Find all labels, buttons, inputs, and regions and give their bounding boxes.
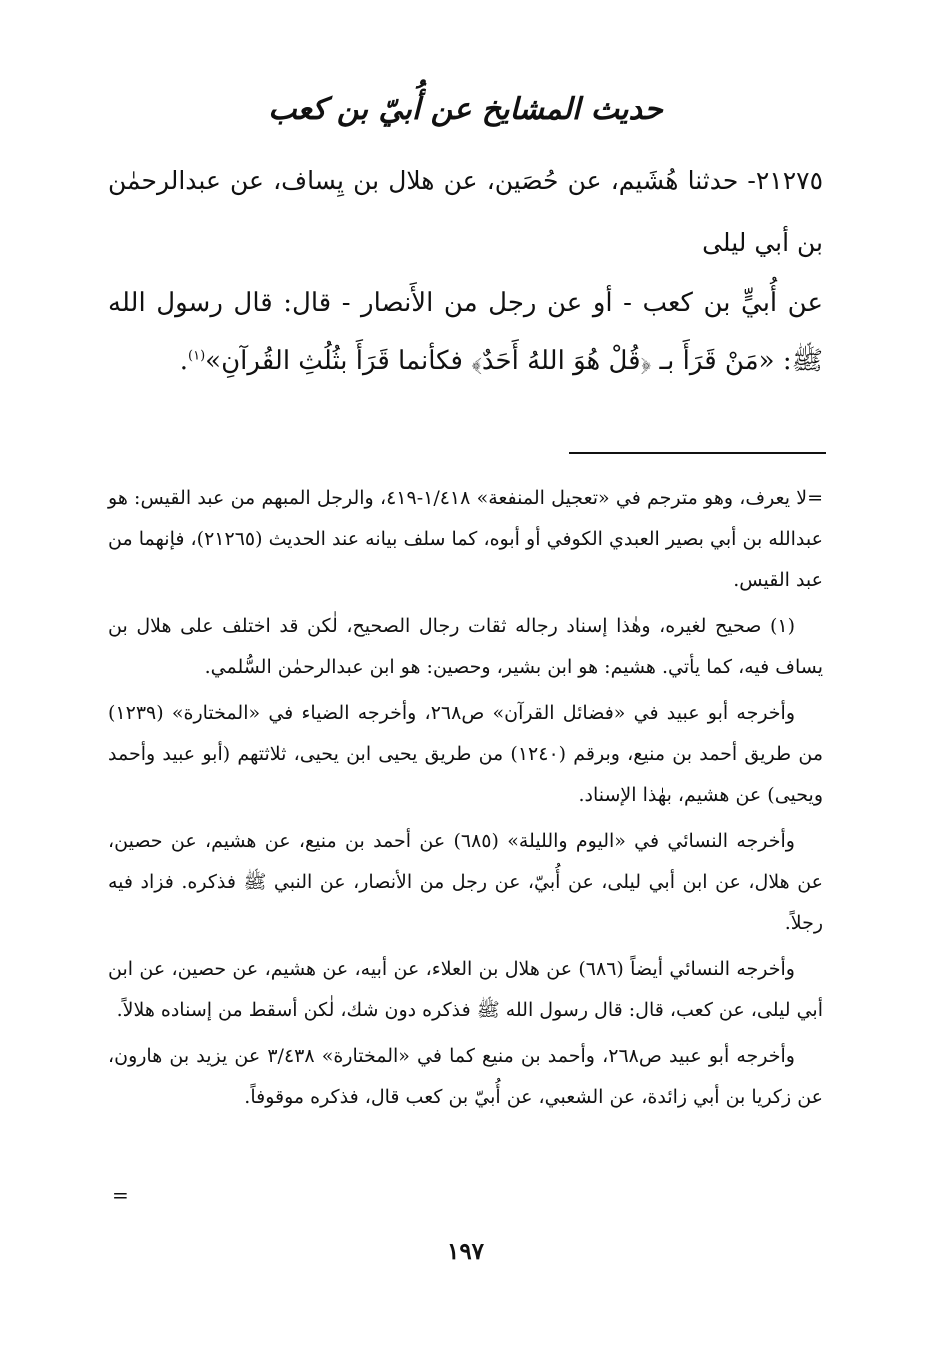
- footnote-paragraph: وأخرجه أبو عبيد ص٢٦٨، وأحمد بن منيع كما في «المختارة» ٣/٤٣٨ عن يزيد بن هارون، عن زكريا بن أبي زائدة، عن الشعبي، عن أُبيّ بن كعب قال، فذكره موقوفاً.: [108, 1045, 823, 1108]
- footnote-divider: [569, 452, 826, 454]
- footnote-paragraph: وأخرجه النسائي أيضاً (٦٨٦) عن هلال بن العلاء، عن أبيه، عن هشيم، عن حصين، عن ابن أبي ليلى، عن كعب، قال: قال رسول الله ﷺ فذكره دون شك، لٰكن أسقط من إسناده هلالاً.: [108, 958, 823, 1021]
- page-number: ١٩٧: [446, 1238, 485, 1265]
- footnote-continued: =لا يعرف، وهو مترجم في «تعجيل المنفعة» ١/٤١٨-٤١٩، والرجل المبهم من عبد القيس: هو عبدالله بن أبي بصير العبدي الكوفي أو أبوه، كما سلف بيانه عند الحديث (٢١٢٦٥)، فإنهما من عبد القيس.: [108, 487, 823, 591]
- footnotes: [108, 478, 823, 1123]
- footnote-1: (١) صحيح لغيره، وهٰذا إسناد رجاله ثقات رجال الصحيح، لٰكن قد اختلف على هلال بن يساف فيه، كما يأتي. هشيم: هو ابن بشير، وحصين: هو ابن عبدالرحمٰن السُّلمي.: [108, 615, 823, 678]
- hadith-text: [108, 150, 823, 390]
- running-head: حديث المشايخ عن أُبيّ بن كعب: [268, 92, 663, 127]
- hadith-isnad: ٢١٢٧٥- حدثنا هُشَيم، عن حُصَين، عن هلال بن يِساف، عن عبدالرحمٰن بن أبي ليلى: [108, 166, 823, 257]
- continuation-mark: =: [112, 1183, 129, 1207]
- hadith-matn: [108, 274, 823, 390]
- hadith-matn-end: .: [179, 346, 189, 376]
- hadith-matn-text: عن أُبيٍّ بن كعب - أو عن رجل من الأَنصار - قال: قال رسول الله ﷺ: «مَنْ قَرَأَ بـ ﴿قُلْ هُوَ اللهُ أَحَدٌ﴾ فكأنما قَرَأَ بثُلُثِ القُرآنِ»: [108, 288, 823, 376]
- footnote-paragraph: وأخرجه أبو عبيد في «فضائل القرآن» ص٢٦٨، وأخرجه الضياء في «المختارة» (١٢٣٩) من طريق أحمد بن منيع، وبرقم (١٢٤٠) من طريق يحيى ابن يحيى، ثلاثتهم (أبو عبيد وأحمد ويحيى) عن هشيم، بهٰذا الإسناد.: [108, 702, 823, 806]
- footnote-paragraph: وأخرجه النسائي في «اليوم والليلة» (٦٨٥) عن أحمد بن منيع، عن هشيم، عن حصين، عن هلال، عن ابن أبي ليلى، عن أُبيّ، عن رجل من الأنصار، عن النبي ﷺ فذكره. فزاد فيه رجلاً.: [108, 830, 823, 934]
- footnote-ref[interactable]: (١): [188, 348, 206, 364]
